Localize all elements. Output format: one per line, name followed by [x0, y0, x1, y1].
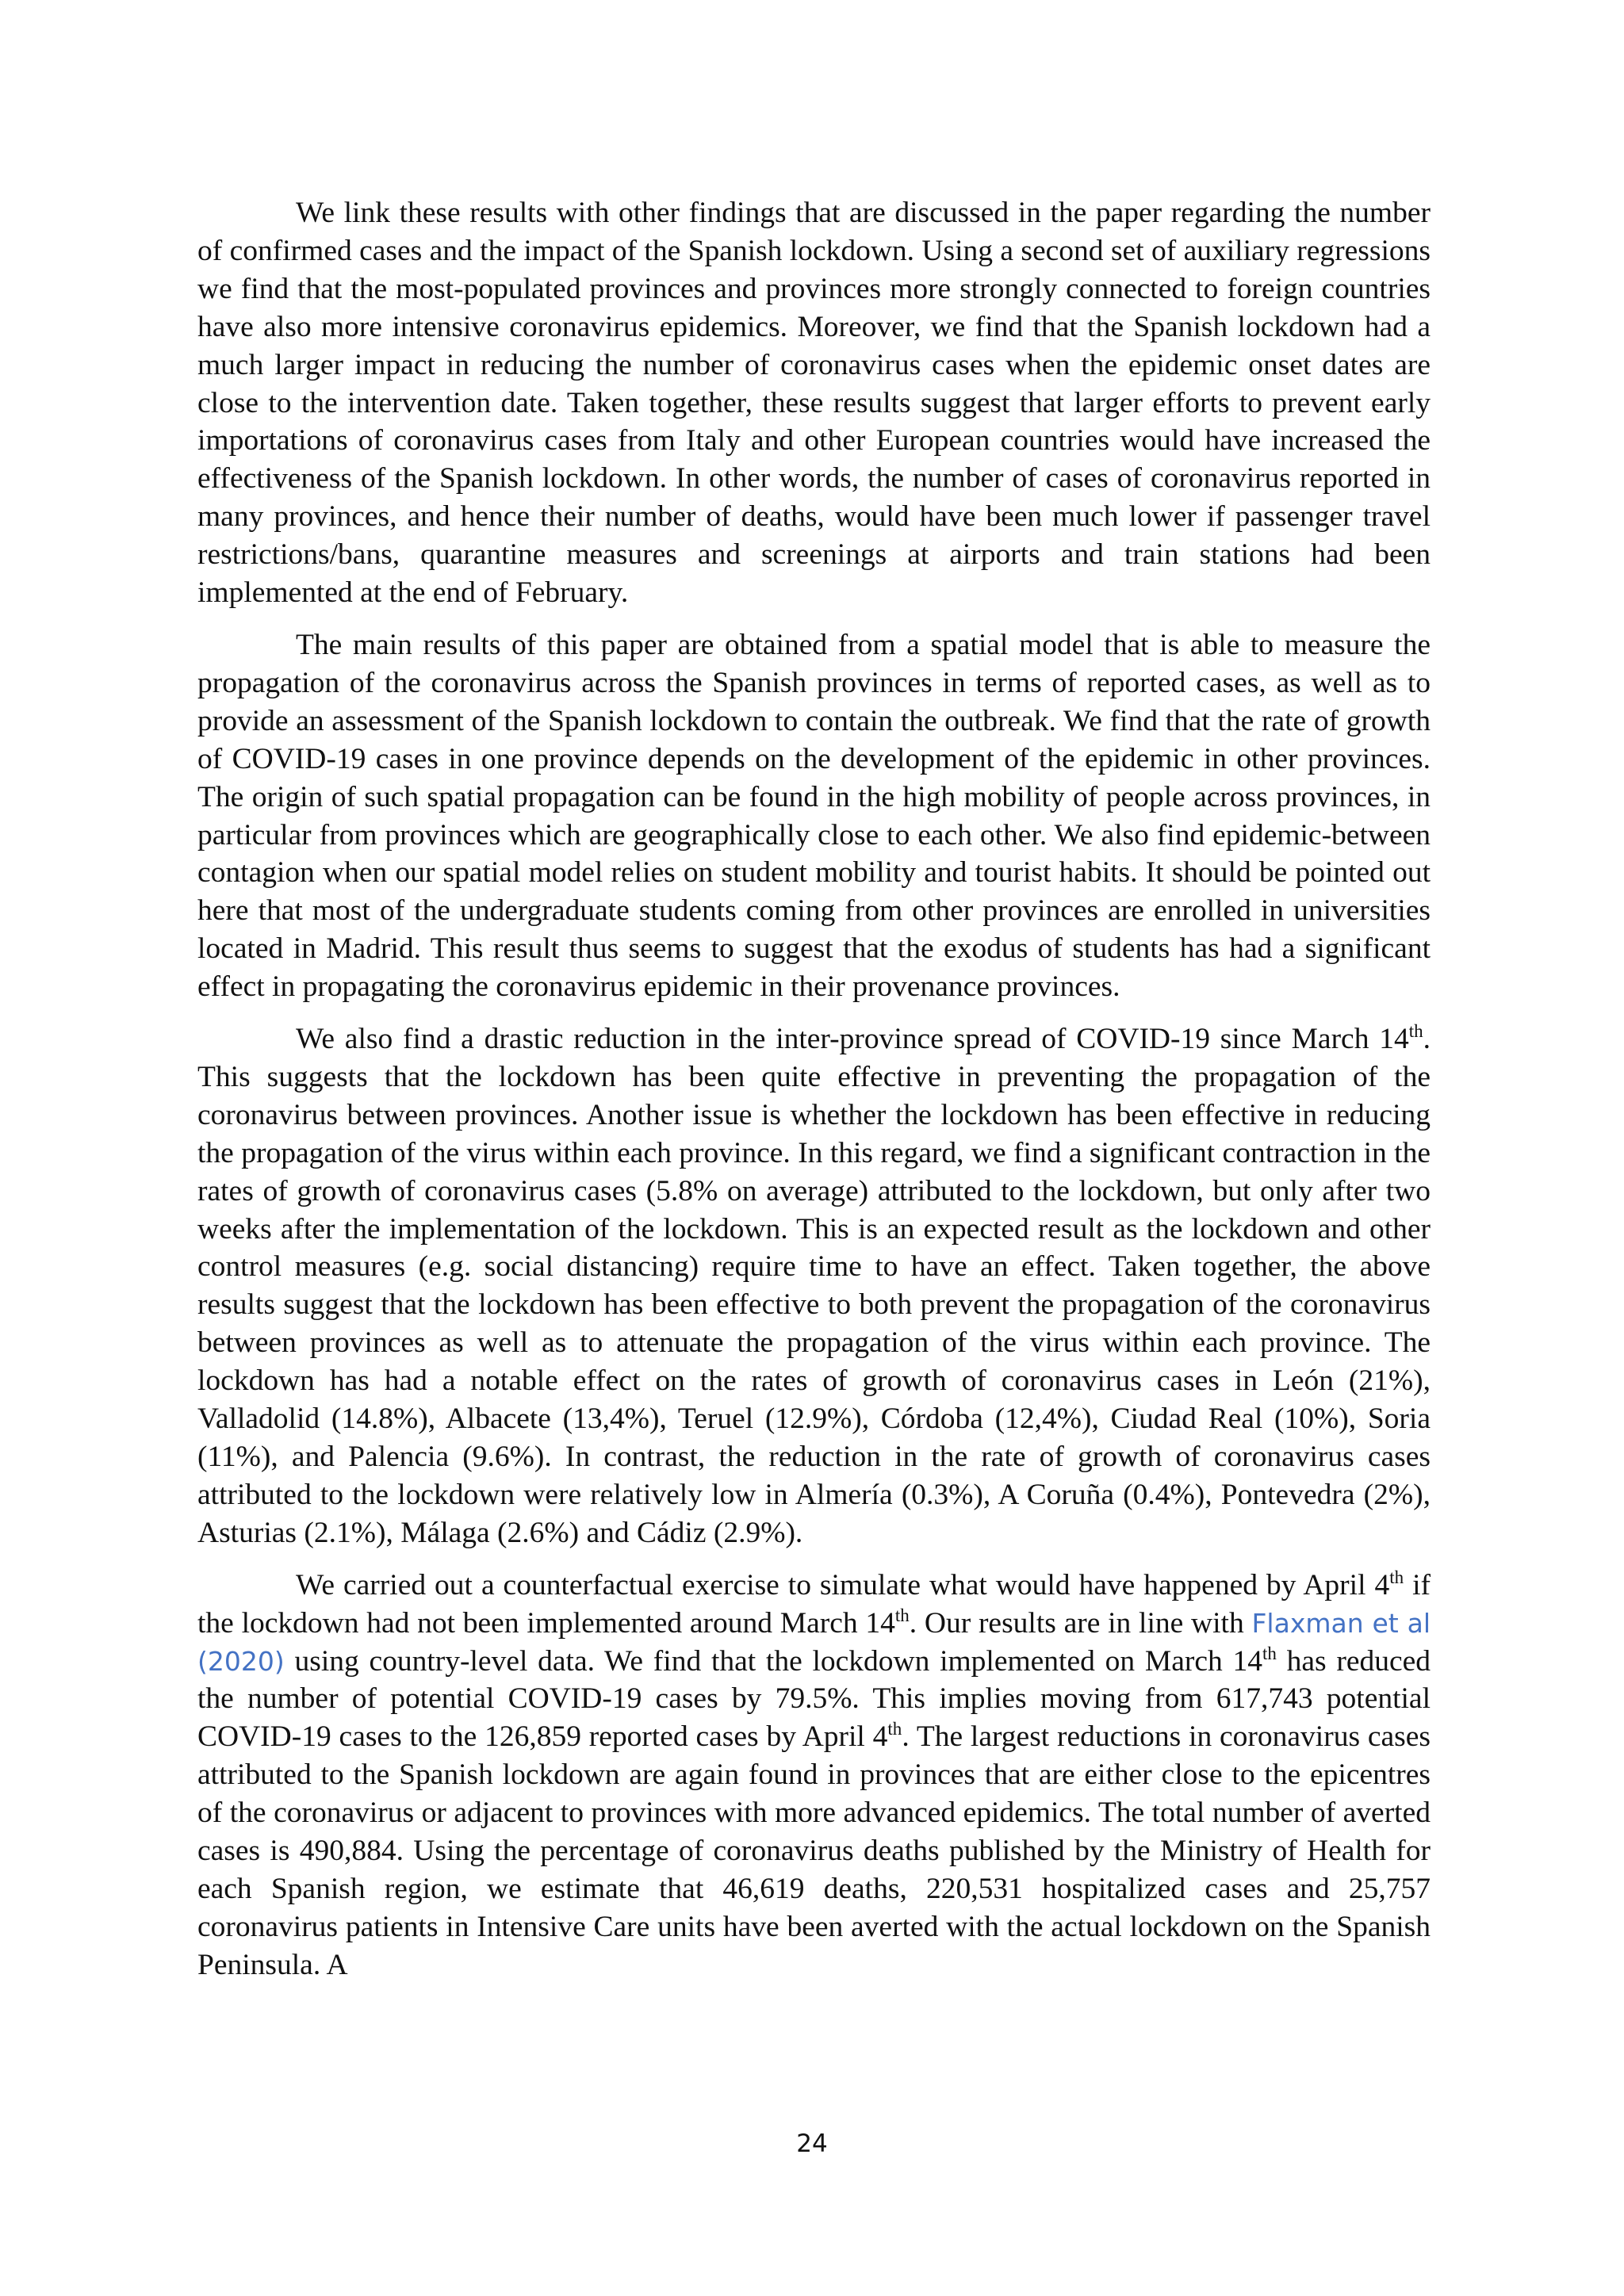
paragraph-text: using country-level data. We find that the lockdown implemented on March 14: [284, 1644, 1262, 1678]
paragraph-text: . Our results are in line with: [909, 1606, 1252, 1640]
page-body: [197, 194, 1431, 1999]
paragraph-findings-summary: [197, 194, 1431, 612]
paragraph-counterfactual: [197, 1567, 1431, 1984]
page-number: 24: [796, 2130, 828, 2158]
paragraph-lockdown-effects: [197, 1020, 1431, 1552]
paragraph-text: if the lockdown had not been implemented around March 14: [197, 1568, 1431, 1640]
ordinal-superscript: th: [1408, 1021, 1423, 1042]
paragraph-text: has reduced the number of potential COVID-19 cases by 79.5%. This implies moving from 617,743 potential COVID-19 cases to the 126,859 reported cases by April 4: [197, 1644, 1431, 1754]
paragraph-text: We also find a drastic reduction in the inter-province spread of COVID-19 since March 14: [296, 1023, 1409, 1056]
ordinal-superscript: th: [1262, 1643, 1277, 1663]
ordinal-superscript: th: [894, 1605, 910, 1625]
ordinal-superscript: th: [887, 1719, 902, 1739]
paragraph-text: . The largest reductions in coronavirus cases attributed to the Spanish lockdown are again found in provinces that are either close to the epicentres of the coronavirus or adjacent to provinces with more advanced epidemics. The total number of averted cases is 490,884. Using the percentage of coronavirus deaths published by the Ministry of Health for each Spanish region, we estimate that 46,619 deaths, 220,531 hospitalized cases and 25,757 coronavirus patients in Intensive Care units have been averted with the actual lockdown on the Spanish Peninsula. A: [197, 1720, 1431, 1981]
citation-link-flaxman[interactable]: Flaxman et al (2020): [197, 1607, 1431, 1677]
ordinal-superscript: th: [1389, 1567, 1404, 1587]
paragraph-text: The main results of this paper are obtained from a spatial model that is able to measure the propagation of the coronavirus across the Spanish provinces in terms of reported cases, as well as to provide an assessment of the Spanish lockdown to contain the outbreak. We find that the rate of growth of COVID-19 cases in one province depends on the development of the epidemic in other provinces. The origin of such spatial propagation can be found in the high mobility of people across provinces, in particular from provinces which are geographically close to each other. We also find epidemic-between contagion when our spatial model relies on student mobility and tourist habits. It should be pointed out here that most of the undergraduate students coming from other provinces are enrolled in universities located in Madrid. This result thus seems to suggest that the exodus of students has had a significant effect in propagating the coronavirus epidemic in their provenance provinces.: [197, 628, 1431, 1004]
paragraph-text: We carried out a counterfactual exercise to simulate what would have happened by April 4: [296, 1568, 1390, 1601]
paragraph-text: . This suggests that the lockdown has been quite effective in preventing the propagation of the coronavirus between provinces. Another issue is whether the lockdown has been effective in reducing the propagation of the virus within each province. In this regard, we find a significant contraction in the rates of growth of coronavirus cases (5.8% on average) attributed to the lockdown, but only after two weeks after the implementation of the lockdown. This is an expected result as the lockdown and other control measures (e.g. social distancing) require time to have an effect. Taken together, the above results suggest that the lockdown has been effective to both prevent the propagation of the coronavirus between provinces as well as to attenuate the propagation of the virus within each province. The lockdown has had a notable effect on the rates of growth of coronavirus cases in León (21%), Valladolid (14.8%), Albacete (13,4%), Teruel (12.9%), Córdoba (12,4%), Ciudad Real (10%), Soria (11%), and Palencia (9.6%). In contrast, the reduction in the rate of growth of coronavirus cases attributed to the lockdown were relatively low in Almería (0.3%), A Coruña (0.4%), Pontevedra (2%), Asturias (2.1%), Málaga (2.6%) and Cádiz (2.9%).: [197, 1023, 1431, 1549]
paragraph-main-results: [197, 626, 1431, 1006]
paragraph-text: We link these results with other findings that are discussed in the paper regarding the number of confirmed cases and the impact of the Spanish lockdown. Using a second set of auxiliary regressions we find that the most-populated provinces and provinces more strongly connected to foreign countries have also more intensive coronavirus epidemics. Moreover, we find that the Spanish lockdown had a much larger impact in reducing the number of coronavirus cases when the epidemic onset dates are close to the intervention date. Taken together, these results suggest that larger efforts to prevent early importations of coronavirus cases from Italy and other European countries would have increased the effectiveness of the Spanish lockdown. In other words, the number of cases of coronavirus reported in many provinces, and hence their number of deaths, would have been much lower if passenger travel restrictions/bans, quarantine measures and screenings at airports and train stations had been implemented at the end of February.: [197, 197, 1431, 610]
